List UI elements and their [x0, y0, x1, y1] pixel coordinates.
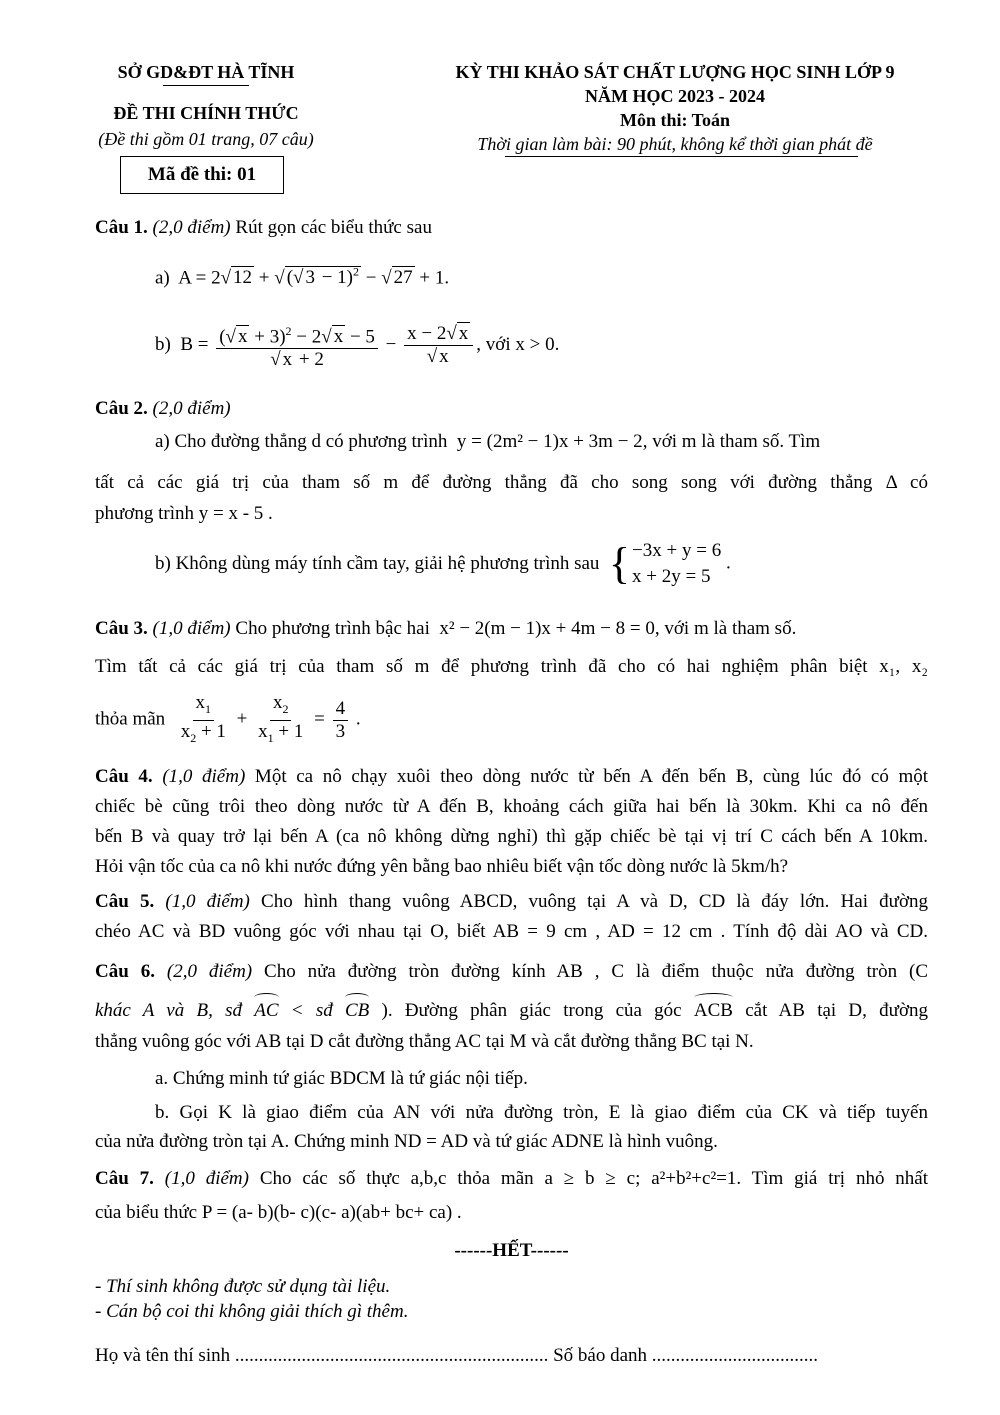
q3-line1: Câu 3. (1,0 điểm) Cho phương trình bậc hai x² − 2(m − 1)x + 4m − 8 = 0, với m là tham số. [95, 618, 797, 639]
q1-heading: Câu 1. (2,0 điểm) Rút gọn các biểu thức sau [95, 217, 432, 238]
q3-line2: Tìm tất cả các giá trị của tham số m để phương trình đã cho có hai nghiệm phân biệt x₁, x₂ [95, 656, 928, 677]
q6-part-b-line1: b. Gọi K là giao điểm của AN với nửa đường tròn, E là giao điểm của CK và tiếp tuyến [155, 1102, 928, 1123]
q7-line2: của biểu thức P = (a- b)(b- c)(c- a)(ab+ bc+ ca) . [95, 1202, 462, 1223]
time-limit: Thời gian làm bài: 90 phút, không kể thời gian phát đề [477, 134, 873, 154]
q2-part-b: b) Không dùng máy tính cầm tay, giải hệ phương trình sau { −3x + y = 6 x + 2y = 5 . [155, 539, 731, 588]
q6-line1: Câu 6. (2,0 điểm) Cho nửa đường tròn đường kính AB , C là điểm thuộc nửa đường tròn (C [95, 961, 929, 982]
exam-title: KỲ THI KHẢO SÁT CHẤT LƯỢNG HỌC SINH LỚP 9 [455, 62, 895, 82]
time-underline [505, 156, 858, 157]
q4-line2: chiếc bè cũng trôi theo dòng nước từ A đến B, khoảng cách giữa hai bến là 30km. Khi ca nô đến [95, 796, 928, 817]
q2-part-a-line3: phương trình y = x - 5 . [95, 503, 273, 524]
q6-part-b-line2: của nửa đường tròn tại A. Chứng minh ND = AD và tứ giác ADNE là hình vuông. [95, 1131, 718, 1152]
candidate-id-field: Số báo danh ................................... [553, 1345, 819, 1366]
q2-heading: Câu 2. (2,0 điểm) [95, 398, 231, 419]
footer-note-2: - Cán bộ coi thi không giải thích gì thêm. [95, 1301, 409, 1322]
subject: Môn thi: Toán [619, 110, 731, 130]
q6-line2: khác A và B, sđ AC < sđ CB ). Đường phân giác trong của góc ACB cắt AB tại D, đường [95, 993, 928, 1025]
official-label: ĐỀ THI CHÍNH THỨC [113, 103, 299, 123]
q4-line1: Câu 4. (1,0 điểm) Một ca nô chạy xuôi theo dòng nước từ bến A đến bến B, cùng lúc đó có một [95, 766, 929, 787]
exam-code-box: Mã đề thi: 01 [120, 156, 284, 194]
q7-line1: Câu 7. (1,0 điểm) Cho các số thực a,b,c thỏa mãn a ≥ b ≥ c; a²+b²+c²=1. Tìm giá trị nhỏ nhất [95, 1168, 929, 1189]
candidate-name-field: Họ và tên thí sinh .................................................................. [95, 1345, 549, 1366]
q1-part-a: a) A = 2√ 12 + √ (√ 3 − 1)$^2$ − √ 27 + 1. [155, 265, 450, 289]
candidate-info-line [95, 1342, 928, 1370]
department-underline [163, 85, 249, 86]
q4-line4: Hỏi vận tốc của ca nô khi nước đứng yên bằng bao nhiêu biết vận tốc dòng nước là 5km/h? [95, 856, 789, 877]
q1-part-b: b) B = $\frac{(√ x + 3)^2 - 2√ x - 5}{√ x + 2}$ − $\frac{x - 2√ x}{√ x}$ , với x > 0. [155, 320, 559, 371]
school-year: NĂM HỌC 2023 - 2024 [585, 86, 765, 106]
q2-part-a-line1: a) Cho đường thẳng d có phương trình y = (2m² − 1)x + 3m − 2, với m là tham số. Tìm [155, 431, 821, 452]
q5-line1: Câu 5. (1,0 điểm) Cho hình thang vuông ABCD, vuông tại A và D, CD là đáy lớn. Hai đường [95, 891, 929, 912]
q5-line2: chéo AC và BD vuông góc với nhau tại O, biết AB = 9 cm , AD = 12 cm . Tính độ dài AO và CD. [95, 921, 928, 942]
pages-note: (Đề thi gồm 01 trang, 07 câu) [98, 129, 314, 149]
q6-part-a: a. Chứng minh tứ giác BDCM là tứ giác nội tiếp. [155, 1068, 528, 1089]
q3-line3: thỏa mãn $\frac{x_1}{x_2 + 1}$ + $\frac{x_2}{x_1 + 1}$ = $\frac{4}{3}$ . [95, 692, 361, 745]
footer-note-1: - Thí sinh không được sử dụng tài liệu. [95, 1276, 391, 1297]
end-marker: ------HẾT------ [454, 1240, 569, 1261]
q6-line3: thẳng vuông góc với AB tại D cắt đường thẳng AC tại M và cắt đường thẳng BC tại N. [95, 1031, 754, 1052]
system-brace: { [608, 539, 631, 588]
department-name: SỞ GD&ĐT HÀ TĨNH [117, 62, 295, 82]
q2-part-a-line2: tất cả các giá trị của tham số m để đường thẳng đã cho song song với đường thẳng Δ có [95, 472, 928, 493]
q4-line3: bến B và quay trở lại bến A (ca nô không dừng nghỉ) thì gặp chiếc bè tại vị trí C cách bến A 10km. [95, 826, 928, 847]
